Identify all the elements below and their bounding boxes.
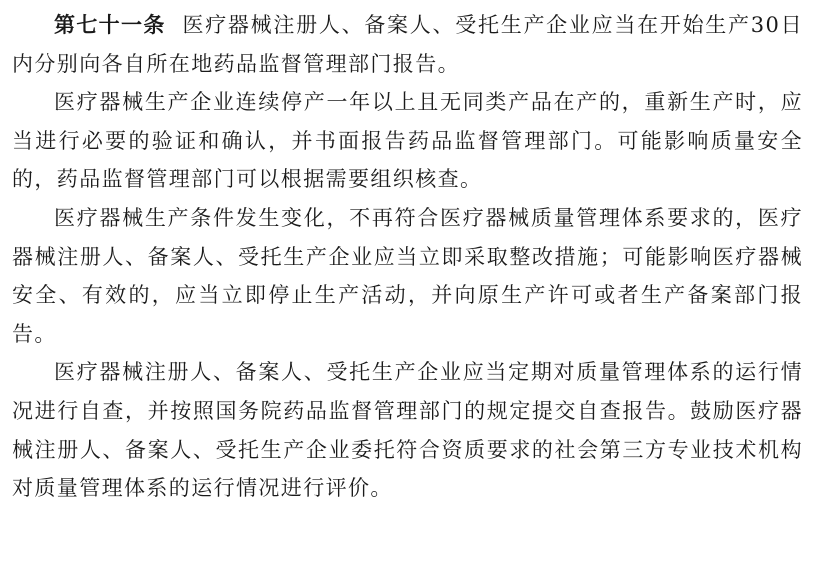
- article-paragraph-2: 医疗器械生产企业连续停产一年以上且无同类产品在产的，重新生产时，应当进行必要的验证和确认，并书面报告药品监督管理部门。可能影响质量安全的，药品监督管理部门可以根据需要组织核查。: [12, 90, 803, 192]
- article-number: 第七十一条: [54, 13, 166, 37]
- article-paragraph-4: 医疗器械注册人、备案人、受托生产企业应当定期对质量管理体系的运行情况进行自查，并按照国务院药品监督管理部门的规定提交自查报告。鼓励医疗器械注册人、备案人、受托生产企业委托符合资质要求的社会第三方专业技术机构对质量管理体系的运行情况进行评价。: [12, 360, 803, 501]
- article-paragraph-1: [12, 6, 803, 83]
- article-paragraph-3: 医疗器械生产条件发生变化，不再符合医疗器械质量管理体系要求的，医疗器械注册人、备案人、受托生产企业应当立即采取整改措施；可能影响医疗器械安全、有效的，应当立即停止生产活动，并向原生产许可或者生产备案部门报告。: [12, 205, 803, 346]
- paragraph-text: 医疗器械注册人、备案人、受托生产企业应当在开始生产30日内分别向各自所在地药品监督管理部门报告。: [12, 13, 804, 76]
